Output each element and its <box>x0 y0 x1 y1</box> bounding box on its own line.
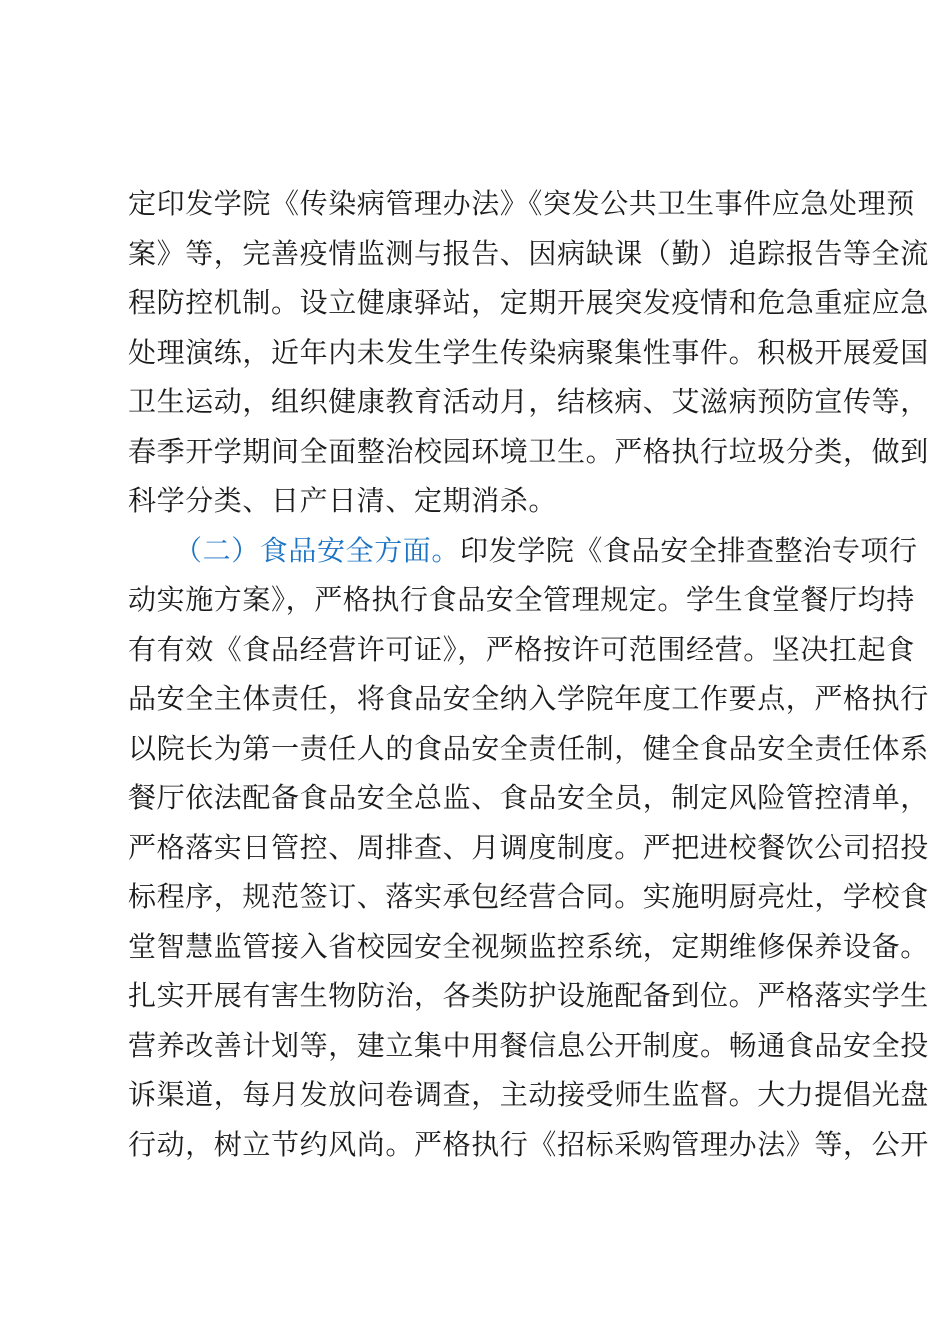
text-line: 诉渠道，每月发放问卷调查，主动接受师生监督。大力提倡光盘 <box>128 1078 929 1111</box>
text-line: 案》等，完善疫情监测与报告、因病缺课（勤）追踪报告等全流 <box>128 236 929 270</box>
text-line: 行动，树立节约风尚。严格执行《招标采购管理办法》等，公开 <box>128 1127 929 1161</box>
text-line: 卫生运动，组织健康教育活动月，结核病、艾滋病预防宣传等， <box>128 385 929 418</box>
document-body <box>128 179 929 1169</box>
text-line: 餐厅依法配备食品安全总监、食品安全员，制定风险管控清单， <box>128 781 929 814</box>
section-heading: （二）食品安全方面。 <box>174 533 461 567</box>
text-line: 标程序，规范签订、落实承包经营合同。实施明厨亮灶，学校食 <box>128 880 929 913</box>
text-line-first <box>128 526 918 576</box>
text-line: 以院长为第一责任人的食品安全责任制，健全食品安全责任体系 <box>128 731 929 765</box>
text-line: 堂智慧监管接入省校园安全视频监控系统，定期维修保养设备。 <box>128 929 929 963</box>
text-line: 春季开学期间全面整治校园环境卫生。严格执行垃圾分类，做到 <box>128 434 929 468</box>
text-line: 定印发学院《传染病管理办法》《突发公共卫生事件应急处理预 <box>128 187 915 220</box>
paragraph-1 <box>128 179 929 526</box>
text-line: 品安全主体责任，将食品安全纳入学院年度工作要点，严格执行 <box>128 682 929 715</box>
text-line: 科学分类、日产日清、定期消杀。 <box>128 484 558 517</box>
text-line: 营养改善计划等，建立集中用餐信息公开制度。畅通食品安全投 <box>128 1028 929 1062</box>
text-line: 有有效《食品经营许可证》，严格按许可范围经营。坚决扛起食 <box>128 632 915 666</box>
text-segment: 印发学院《食品安全排查整治专项行 <box>460 533 918 567</box>
text-line: 程防控机制。设立健康驿站，定期开展突发疫情和危急重症应急 <box>128 286 929 319</box>
text-line: 扎实开展有害生物防治，各类防护设施配备到位。严格落实学生 <box>128 979 929 1012</box>
text-line: 处理演练，近年内未发生学生传染病聚集性事件。积极开展爱国 <box>128 335 929 369</box>
paragraph-2 <box>128 526 929 1170</box>
text-line: 严格落实日管控、周排查、月调度制度。严把进校餐饮公司招投 <box>128 830 929 864</box>
text-line: 动实施方案》，严格执行食品安全管理规定。学生食堂餐厅均持 <box>128 583 915 616</box>
